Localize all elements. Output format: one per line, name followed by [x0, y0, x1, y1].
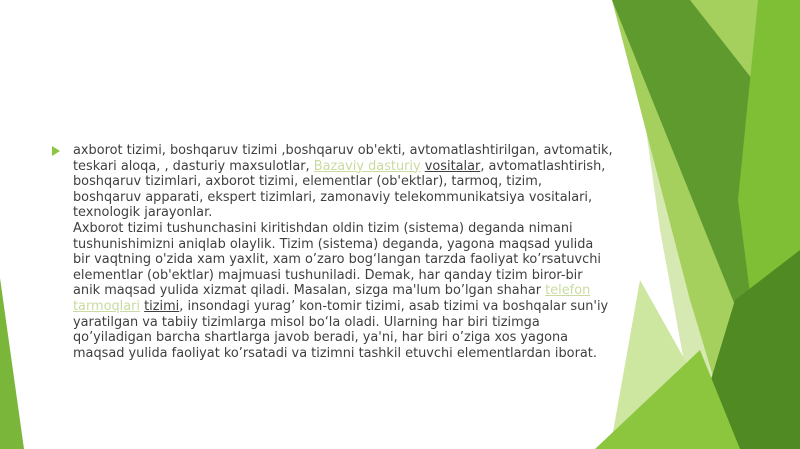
paragraph-1-end: , avtomatlashtirish, boshqaruv tizimlari, axborot tizimi, elementlar (ob'ektlar), tarmoq, tizim, boshqaruv apparati, ekspert tizimlari, zamonaviy telekommunikatsiya vositalari, texnologik jarayonlar. — [73, 158, 606, 221]
bullet-paragraph — [73, 143, 613, 361]
link-tizimi[interactable]: tizimi — [144, 298, 180, 314]
link-bazaviy-dasturiy[interactable]: Bazaviy dasturiy — [313, 158, 421, 174]
bullet-icon — [52, 146, 60, 156]
left-green-wedge — [0, 278, 24, 449]
link-telefon-tarmoqlari[interactable]: telefon tarmoqlari — [73, 283, 591, 314]
link-vositalar[interactable]: vositalar — [424, 158, 481, 174]
paragraph-2-end: , insondagi yurag’ kon-tomir tizimi, asab tizimi va boshqalar sun'iy yaratilgan va tabiiy tizimlarga misol bo‘la oladi. Ularning har biri tizimga qo’yiladigan barcha shartlarga javob beradi, ya'ni, har biri o’ziga xos yagona maqsad yulida faoliyat ko’rsatadi va tizimni tashkil etuvchi elementlardan iborat. — [73, 298, 609, 361]
paragraph-1-start: axborot tizimi, boshqaruv tizimi ,boshqaruv ob'ekti, avtomatlashtirilgan, avtomatik, teskari aloqa, , dasturiy maxsulotlar, — [73, 143, 613, 174]
paragraph-2-start: Axborot tizimi tushunchasini kiritishdan oldin tizim (sistema) deganda nimani tushunishimizni aniqlab olaylik. Tizim (sistema) deganda, yagona maqsad yulida bir vaqtning o'zida xam yaxlit, xam o’zaro bog‘langan tarzda faoliyat ko’rsatuvchi elementlar (ob'ektlar) majmuasi tushuniladi. Demak, har qanday tizim biror-bir anik maqsad yulida xizmat qiladi. Masalan, sizga ma'lum bo’lgan shahar — [73, 220, 601, 299]
